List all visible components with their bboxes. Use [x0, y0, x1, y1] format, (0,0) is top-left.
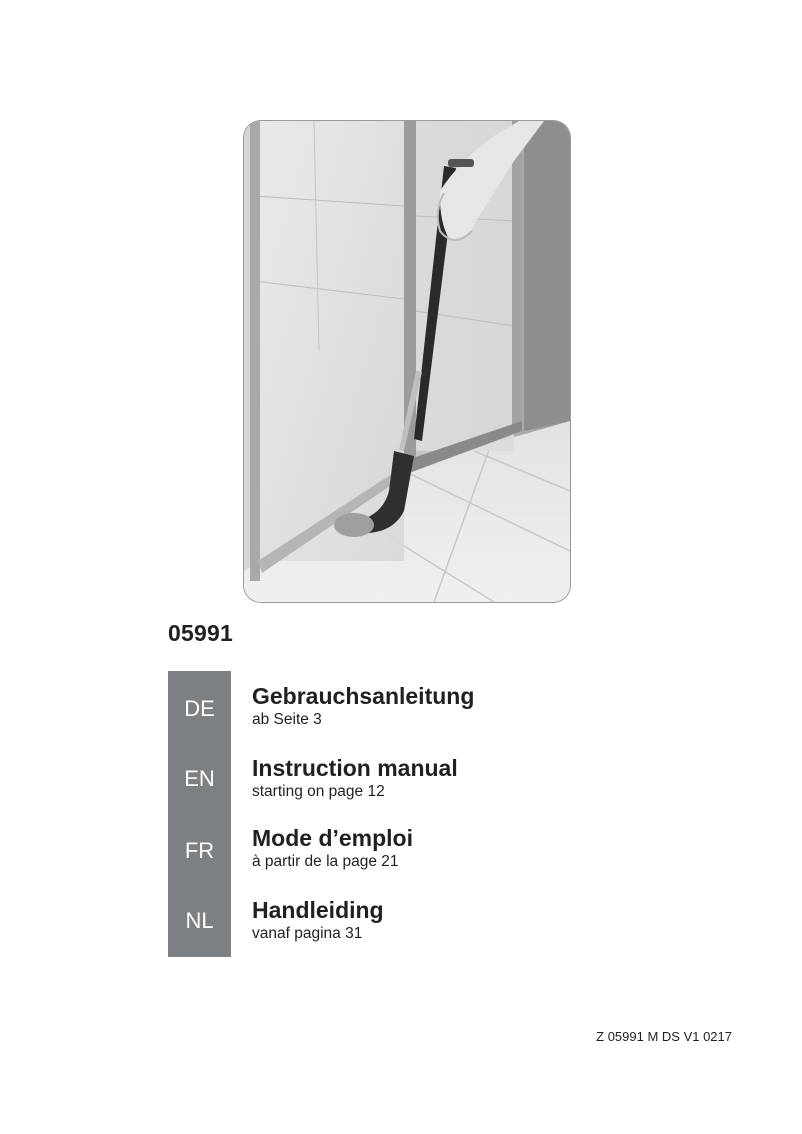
manual-title: Gebrauchsanleitung — [252, 683, 475, 709]
language-code-de: DE — [184, 696, 215, 721]
language-bar — [168, 671, 231, 957]
manual-page-reference: vanaf pagina 31 — [252, 925, 363, 942]
manual-title: Instruction manual — [252, 755, 458, 781]
language-code-fr: FR — [184, 838, 215, 863]
manual-page-reference: ab Seite 3 — [252, 711, 322, 728]
manual-entry-en — [252, 755, 458, 801]
manual-entry-fr — [252, 825, 413, 871]
manual-title: Handleiding — [252, 897, 384, 923]
manual-page-reference: à partir de la page 21 — [252, 853, 399, 870]
shower-cleaning-photo-icon — [244, 121, 570, 602]
manual-page-reference: starting on page 12 — [252, 783, 385, 800]
document-code: Z 05991 M DS V1 0217 — [596, 1029, 732, 1044]
language-code-en: EN — [184, 766, 215, 791]
language-code-nl: NL — [185, 908, 214, 933]
manual-title: Mode d’emploi — [252, 825, 413, 851]
model-number: 05991 — [168, 620, 233, 646]
cover-photo — [243, 120, 571, 603]
manual-entry-de — [252, 683, 474, 729]
manual-entry-nl — [252, 897, 384, 943]
